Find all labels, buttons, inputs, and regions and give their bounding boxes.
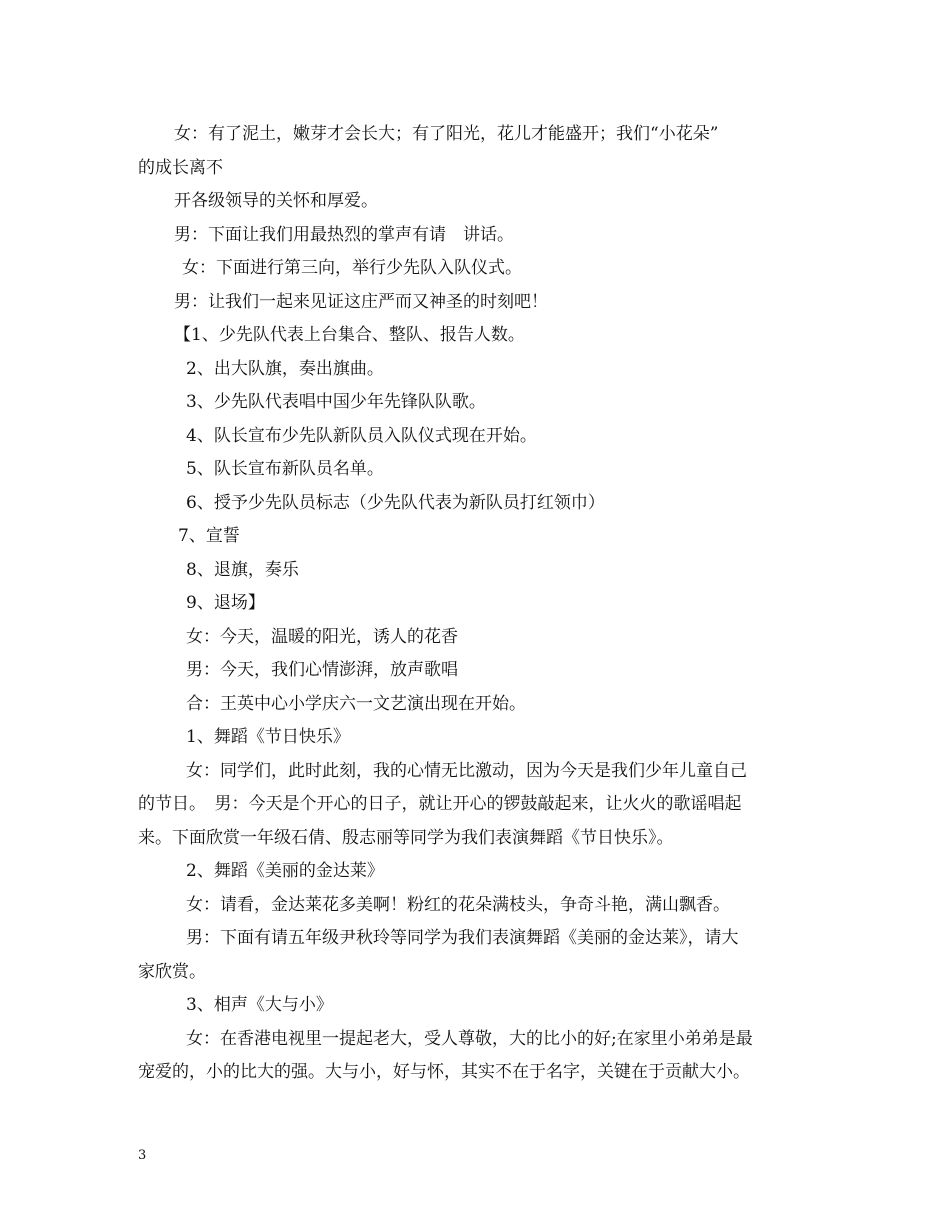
text-line: 的节日。 男：今天是个开心的日子，就让开心的锣鼓敲起来，让火火的歌谣唱起 [138,794,742,814]
text-line: 女：今天，温暖的阳光，诱人的花香 [186,626,458,647]
text-line: 来。下面欣赏一年级石倩、殷志丽等同学为我们表演舞蹈《节日快乐》。 [138,827,674,848]
document-body [138,118,814,1090]
section-heading: 1、舞蹈《节日快乐》 [186,727,350,747]
text-line: 女：请看，金达莱花多美啊！粉红的花朵满枝头，争奇斗艳，满山飘香。 [186,894,730,915]
section-heading: 2、舞蹈《美丽的金达莱》 [186,861,384,881]
text-line: 女：同学们，此时此刻，我的心情无比激动，因为今天是我们少年儿童自己 [186,760,747,781]
text-line: 家欣赏。 [138,961,206,982]
text-line: 男：下面有请五年级尹秋玲等同学为我们表演舞蹈《美丽的金达莱》，请大 [186,928,739,948]
list-item: 7、宣誓 [178,526,240,546]
text-line: 的成长离不 [138,157,223,178]
page-number: 3 [138,1148,147,1163]
text-line: 女：下面进行第三向，举行少先队入队仪式。 [182,258,522,278]
text-line: 女：有了泥土，嫩芽才会长大；有了阳光，花儿才能盛开；我们“小花朵” [174,124,719,144]
list-item: 【1、少先队代表上台集合、整队、报告人数。 [174,325,525,345]
list-item: 9、退场】 [186,593,265,613]
list-item: 5、队长宣布新队员名单。 [186,459,384,479]
list-item: 6、授予少先队员标志（少先队代表为新队员打红领巾） [186,492,605,513]
list-item: 2、出大队旗，奏出旗曲。 [186,358,384,379]
text-line: 开各级领导的关怀和厚爱。 [174,191,378,211]
text-line: 合：王英中心小学庆六一文艺演出现在开始。 [186,693,526,714]
list-item: 8、退旗，奏乐 [186,559,299,580]
list-item: 4、队长宣布少先队新队员入队仪式现在开始。 [186,425,537,446]
text-line: 男：让我们一起来见证这庄严而又神圣的时刻吧！ [174,291,548,312]
text-line: 宠爱的，小的比大的强。大与小，好与怀，其实不在于名字，关键在于贡献大小。 [138,1062,750,1082]
text-line: 女：在香港电视里一提起老大，受人尊敬，大的比小的好;在家里小弟弟是最 [186,1028,753,1049]
text-line: 男：下面让我们用最热烈的掌声有请 讲话。 [174,224,514,245]
section-heading: 3、相声《大与小》 [186,995,333,1015]
list-item: 3、少先队代表唱中国少年先锋队队歌。 [186,392,486,412]
text-line: 男：今天，我们心情澎湃，放声歌唱 [186,660,458,680]
